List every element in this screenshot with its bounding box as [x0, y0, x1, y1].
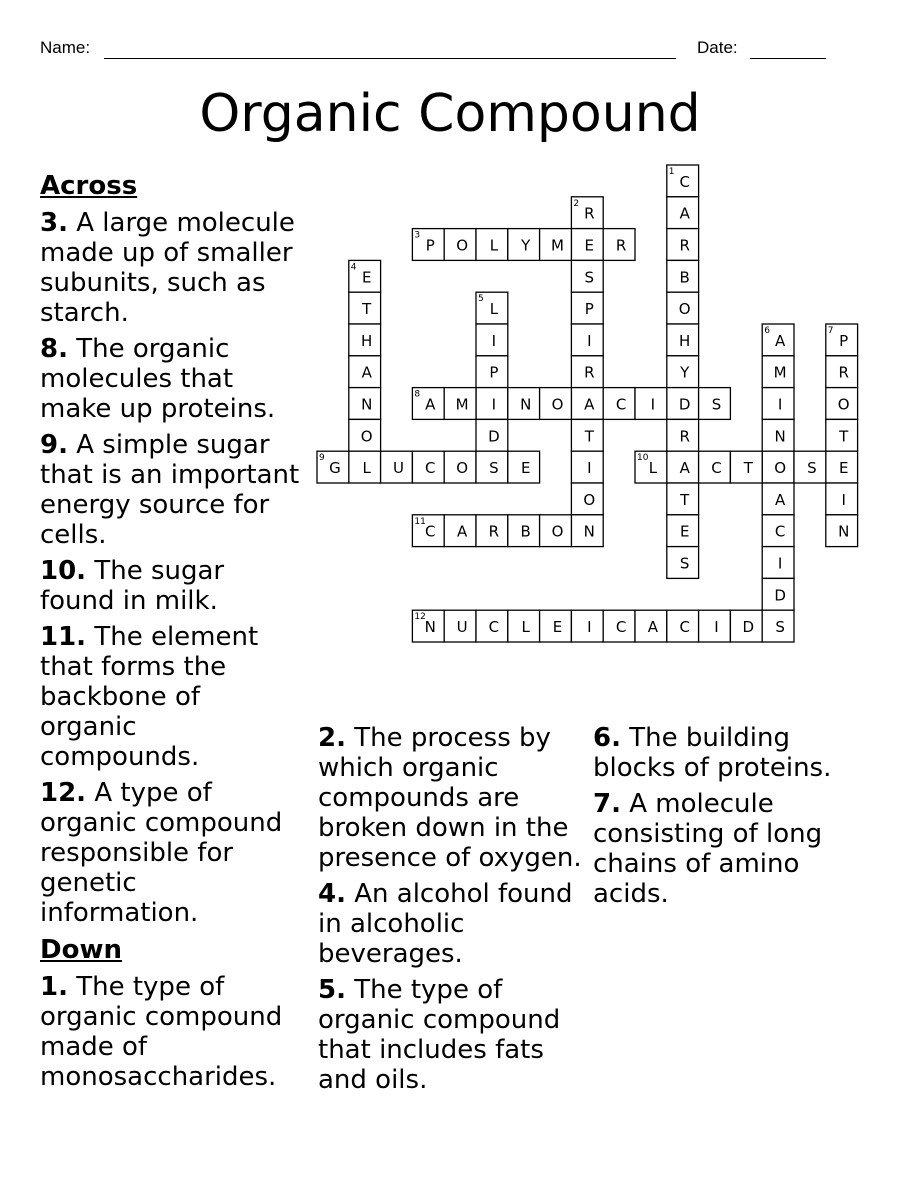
- date-label: Date:: [697, 38, 738, 57]
- grid-cell[interactable]: [635, 610, 667, 642]
- cell-letter: I: [587, 618, 592, 637]
- cell-letter: M: [455, 395, 469, 414]
- across-clue-8: [40, 334, 302, 424]
- grid-cell[interactable]: [667, 388, 699, 420]
- grid-cell[interactable]: [762, 451, 794, 483]
- across-clue-3: [40, 208, 302, 328]
- clue-number: 6.: [593, 723, 621, 753]
- grid-cell[interactable]: [540, 515, 572, 547]
- grid-cell[interactable]: [667, 451, 699, 483]
- grid-cell[interactable]: [412, 451, 444, 483]
- grid-cell[interactable]: [508, 388, 540, 420]
- clue-number: 10.: [40, 556, 87, 586]
- cell-letter: A: [774, 490, 786, 509]
- cell-letter: O: [583, 490, 596, 509]
- cell-letter: S: [775, 618, 785, 637]
- clue-text: The element that forms the backbone of organic compounds.: [40, 622, 259, 772]
- grid-cell[interactable]: [667, 610, 699, 642]
- grid-cell[interactable]: [571, 451, 603, 483]
- grid-cell[interactable]: [476, 419, 508, 451]
- grid-cell[interactable]: [476, 610, 508, 642]
- cell-letter: N: [520, 395, 532, 414]
- cell-number: 10: [637, 453, 649, 464]
- cell-letter: Y: [521, 236, 531, 255]
- across-heading: Across: [40, 171, 138, 201]
- cell-letter: A: [361, 363, 372, 382]
- cell-letter: A: [774, 331, 786, 350]
- grid-cell[interactable]: [762, 578, 794, 610]
- grid-cell[interactable]: [603, 388, 635, 420]
- clue-text: The sugar found in milk.: [40, 556, 225, 616]
- grid-cell[interactable]: [444, 388, 476, 420]
- cell-letter: T: [584, 427, 594, 446]
- grid-cell[interactable]: [762, 515, 794, 547]
- down-clue-4: [318, 879, 586, 969]
- grid-cell[interactable]: [762, 324, 794, 356]
- grid-cell[interactable]: [349, 388, 381, 420]
- grid-cell[interactable]: [635, 451, 667, 483]
- grid-cell[interactable]: [540, 388, 572, 420]
- grid-cell[interactable]: [349, 292, 381, 324]
- grid-cell[interactable]: [699, 451, 731, 483]
- cell-letter: I: [491, 395, 497, 414]
- cell-letter: I: [587, 459, 592, 478]
- grid-cell[interactable]: [571, 292, 603, 324]
- down-clue-7: [593, 789, 855, 909]
- cell-letter: A: [584, 395, 595, 414]
- grid-cell[interactable]: [476, 229, 508, 261]
- grid-cell[interactable]: [571, 356, 603, 388]
- grid-cell[interactable]: [571, 197, 603, 229]
- cell-letter: B: [679, 268, 690, 287]
- cell-letter: C: [711, 459, 722, 478]
- cell-letter: C: [425, 459, 436, 478]
- clue-number: 4.: [318, 879, 346, 909]
- grid-cell[interactable]: [826, 419, 858, 451]
- cell-letter: E: [520, 459, 531, 478]
- grid-cell[interactable]: [667, 292, 699, 324]
- grid-cell[interactable]: [826, 388, 858, 420]
- clue-number: 8.: [40, 334, 68, 364]
- grid-cell[interactable]: [444, 610, 476, 642]
- grid-cell[interactable]: [794, 451, 826, 483]
- cell-letter: D: [488, 427, 500, 446]
- grid-cell[interactable]: [412, 229, 444, 261]
- grid-cell[interactable]: [826, 515, 858, 547]
- grid-cell[interactable]: [730, 451, 762, 483]
- cell-letter: C: [425, 522, 436, 541]
- cell-letter: T: [362, 300, 372, 319]
- cell-letter: O: [551, 522, 564, 541]
- cell-number: 8: [414, 389, 421, 400]
- clue-column-1: [40, 170, 302, 1098]
- cell-letter: P: [425, 236, 435, 255]
- grid-cell[interactable]: [762, 419, 794, 451]
- cell-letter: E: [552, 618, 563, 637]
- cell-letter: N: [361, 395, 373, 414]
- grid-cell[interactable]: [476, 356, 508, 388]
- grid-cell[interactable]: [349, 451, 381, 483]
- grid-cell[interactable]: [444, 229, 476, 261]
- grid-cell[interactable]: [826, 324, 858, 356]
- cell-letter: Y: [680, 363, 690, 382]
- cell-number: 1: [668, 167, 675, 177]
- clue-number: 5.: [318, 975, 346, 1005]
- grid-cell[interactable]: [603, 229, 635, 261]
- grid-cell[interactable]: [730, 610, 762, 642]
- clue-text: The process by which organic compounds are broken down in the presence of oxygen.: [318, 723, 582, 873]
- cell-letter: I: [587, 331, 592, 350]
- name-label: Name:: [40, 38, 91, 57]
- grid-cell[interactable]: [476, 388, 508, 420]
- cell-letter: I: [714, 618, 719, 637]
- grid-cell[interactable]: [667, 165, 699, 197]
- cell-letter: P: [489, 363, 499, 382]
- clue-text: The organic molecules that make up proteins.: [40, 334, 276, 424]
- grid-cell[interactable]: [667, 229, 699, 261]
- cell-letter: I: [491, 331, 497, 350]
- clue-text: A large molecule made up of smaller subunits, such as starch.: [40, 208, 295, 328]
- grid-cell[interactable]: [762, 356, 794, 388]
- grid-cell[interactable]: [317, 451, 349, 483]
- cell-letter: N: [774, 427, 786, 446]
- clue-number: 7.: [593, 789, 621, 819]
- down-clue-2: [318, 723, 586, 873]
- grid-cell[interactable]: [349, 260, 381, 292]
- cell-letter: C: [488, 618, 500, 637]
- cell-letter: R: [679, 427, 690, 446]
- grid-cell[interactable]: [476, 515, 508, 547]
- grid-cell[interactable]: [412, 388, 444, 420]
- down-heading: Down: [40, 935, 122, 965]
- grid-cell[interactable]: [476, 292, 508, 324]
- across-clue-10: [40, 556, 302, 616]
- grid-cell[interactable]: [571, 610, 603, 642]
- cell-letter: O: [551, 395, 564, 414]
- cell-letter: L: [489, 236, 499, 255]
- grid-cell[interactable]: [667, 260, 699, 292]
- cell-letter: R: [584, 204, 595, 223]
- clue-number: 12.: [40, 778, 87, 808]
- clue-column-3: [593, 723, 855, 915]
- cell-letter: A: [679, 459, 690, 478]
- cell-letter: R: [488, 522, 500, 541]
- clue-text: A simple sugar that is an important energy source for cells.: [40, 430, 300, 550]
- cell-letter: P: [839, 331, 849, 350]
- grid-cell[interactable]: [444, 515, 476, 547]
- cell-letter: C: [679, 618, 690, 637]
- cell-number: 2: [573, 198, 580, 209]
- grid-cell[interactable]: [349, 324, 381, 356]
- grid-cell[interactable]: [762, 388, 794, 420]
- cell-letter: L: [648, 459, 658, 478]
- cell-number: 12: [414, 612, 426, 623]
- cell-number: 7: [827, 326, 834, 336]
- grid-cell[interactable]: [476, 324, 508, 356]
- grid-cell[interactable]: [476, 451, 508, 483]
- cell-letter: O: [456, 236, 469, 255]
- cell-letter: S: [679, 554, 690, 573]
- cell-letter: R: [584, 363, 595, 382]
- grid-cell[interactable]: [571, 515, 603, 547]
- cell-letter: C: [615, 395, 627, 414]
- cell-letter: L: [521, 618, 530, 637]
- grid-cell[interactable]: [667, 356, 699, 388]
- cell-letter: O: [360, 427, 373, 446]
- cell-letter: I: [777, 395, 783, 414]
- across-clue-9: [40, 430, 302, 550]
- grid-cell[interactable]: [826, 483, 858, 515]
- grid-cell[interactable]: [540, 229, 572, 261]
- cell-letter: O: [456, 459, 469, 478]
- cell-letter: C: [679, 172, 690, 191]
- grid-cell[interactable]: [571, 324, 603, 356]
- grid-cell[interactable]: [667, 483, 699, 515]
- cell-letter: M: [773, 363, 787, 382]
- grid-cell[interactable]: [571, 483, 603, 515]
- cell-letter: E: [584, 236, 595, 255]
- grid-cell[interactable]: [762, 610, 794, 642]
- cell-letter: R: [679, 236, 690, 255]
- cell-letter: G: [329, 459, 341, 478]
- grid-cell[interactable]: [412, 515, 444, 547]
- puzzle-title: Organic Compound: [199, 84, 701, 144]
- cell-letter: A: [425, 395, 436, 414]
- cell-letter: T: [743, 459, 753, 478]
- cell-letter: U: [393, 459, 404, 478]
- cell-number: 5: [478, 294, 484, 305]
- cell-letter: A: [679, 204, 690, 223]
- grid-cell[interactable]: [667, 515, 699, 547]
- grid-cell[interactable]: [762, 483, 794, 515]
- clue-text: The type of organic compound made of monosaccharides.: [40, 972, 283, 1092]
- grid-cell[interactable]: [540, 610, 572, 642]
- cell-letter: O: [774, 459, 787, 478]
- cell-letter: B: [520, 522, 531, 541]
- grid-cell[interactable]: [699, 388, 731, 420]
- cell-letter: C: [774, 522, 786, 541]
- cell-number: 11: [414, 516, 426, 527]
- across-clue-11: [40, 622, 302, 772]
- cell-letter: L: [489, 300, 499, 319]
- cell-letter: E: [361, 268, 372, 287]
- cell-letter: D: [774, 586, 786, 605]
- grid-cell[interactable]: [571, 388, 603, 420]
- cell-letter: R: [615, 236, 627, 255]
- cell-letter: H: [361, 331, 373, 350]
- cell-letter: N: [424, 618, 436, 637]
- cell-letter: O: [837, 395, 850, 414]
- grid-cell[interactable]: [349, 419, 381, 451]
- cell-number: 4: [350, 262, 357, 273]
- cell-letter: S: [489, 459, 499, 478]
- cell-letter: A: [647, 618, 659, 637]
- cell-letter: S: [584, 268, 595, 287]
- cell-letter: S: [711, 395, 722, 414]
- grid-cell[interactable]: [667, 324, 699, 356]
- clue-text: The type of organic compound that includes fats and oils.: [318, 975, 561, 1095]
- cell-number: 6: [764, 326, 770, 336]
- cell-letter: S: [807, 459, 817, 478]
- clue-number: 1.: [40, 972, 68, 1002]
- grid-cell[interactable]: [381, 451, 413, 483]
- cell-letter: L: [362, 459, 371, 478]
- grid-cell[interactable]: [571, 229, 603, 261]
- cell-letter: I: [841, 490, 846, 509]
- cell-letter: T: [839, 427, 849, 446]
- grid-cell[interactable]: [667, 547, 699, 579]
- cell-letter: N: [583, 522, 595, 541]
- clue-number: 9.: [40, 430, 68, 460]
- grid-cell[interactable]: [603, 610, 635, 642]
- grid-cell[interactable]: [826, 356, 858, 388]
- cell-letter: I: [777, 554, 783, 573]
- grid-cell[interactable]: [667, 197, 699, 229]
- grid-cell[interactable]: [635, 388, 667, 420]
- grid-cell[interactable]: [508, 229, 540, 261]
- clue-text: A molecule consisting of long chains of amino acids.: [593, 789, 823, 909]
- grid-cell[interactable]: [699, 610, 731, 642]
- cell-letter: N: [838, 522, 850, 541]
- grid-cell[interactable]: [349, 356, 381, 388]
- grid-cell[interactable]: [508, 515, 540, 547]
- cell-letter: O: [678, 300, 691, 319]
- grid-cell[interactable]: [826, 451, 858, 483]
- grid-cell[interactable]: [667, 419, 699, 451]
- cell-number: 3: [414, 230, 421, 241]
- across-clue-12: [40, 778, 302, 928]
- cell-letter: P: [584, 300, 594, 319]
- grid-cell[interactable]: [508, 610, 540, 642]
- cell-letter: U: [456, 618, 468, 637]
- down-clue-6: [593, 723, 855, 783]
- down-clue-5: [318, 975, 586, 1095]
- down-clue-1: [40, 972, 302, 1092]
- grid-cell[interactable]: [571, 260, 603, 292]
- cell-letter: I: [650, 395, 656, 414]
- cell-letter: T: [680, 490, 690, 509]
- cell-letter: E: [838, 459, 849, 478]
- clue-text: The building blocks of proteins.: [593, 723, 832, 783]
- grid-cell[interactable]: [571, 419, 603, 451]
- cell-letter: M: [551, 236, 564, 255]
- grid-cell[interactable]: [412, 610, 444, 642]
- cell-number: 9: [319, 453, 325, 464]
- cell-letter: C: [615, 618, 627, 637]
- clue-text: A type of organic compound responsible for genetic information.: [40, 778, 283, 928]
- clue-number: 3.: [40, 208, 68, 238]
- grid-cell[interactable]: [762, 547, 794, 579]
- clue-column-2: [318, 723, 586, 1101]
- grid-cell[interactable]: [444, 451, 476, 483]
- grid-cell[interactable]: [508, 451, 540, 483]
- cell-letter: R: [838, 363, 849, 382]
- cell-letter: D: [742, 618, 755, 637]
- cell-letter: D: [678, 395, 691, 414]
- cell-letter: A: [456, 522, 468, 541]
- cell-letter: H: [679, 331, 691, 350]
- cell-letter: E: [679, 522, 690, 541]
- clue-number: 2.: [318, 723, 346, 753]
- clue-number: 11.: [40, 622, 87, 652]
- clue-text: An alcohol found in alcoholic beverages.: [318, 879, 573, 969]
